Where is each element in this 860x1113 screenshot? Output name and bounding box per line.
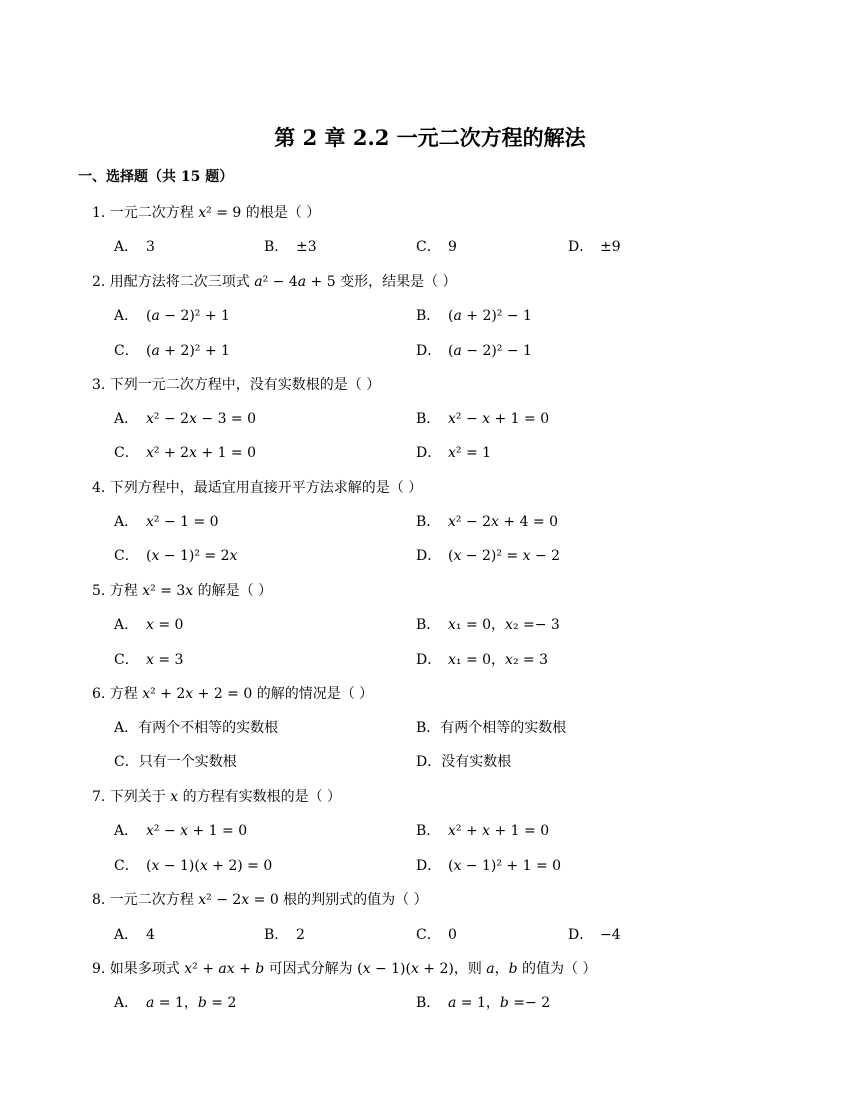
option-8d: D． −4 (568, 927, 621, 943)
question-8: 8. 一元二次方程 𝑥² − 2𝑥 = 0 根的判别式的值为（ ） (92, 892, 428, 908)
question-1: 1. 一元二次方程 𝑥² = 9 的根是（ ） (92, 205, 321, 221)
question-9: 9. 如果多项式 𝑥² + 𝑎𝑥 + 𝑏 可因式分解为 (𝑥 − 1)(𝑥 + 2)，则 𝑎，𝑏 的值为（ ） (92, 961, 597, 977)
option-6d: D．没有实数根 (416, 754, 512, 770)
question-3: 3. 下列一元二次方程中，没有实数根的是（ ） (92, 377, 381, 393)
option-4d: D． (𝑥 − 2)² = 𝑥 − 2 (416, 548, 561, 564)
option-7a: A． 𝑥² − 𝑥 + 1 = 0 (114, 823, 248, 839)
question-2: 2. 用配方法将二次三项式 𝑎² − 4𝑎 + 5 变形，结果是（ ） (92, 274, 457, 290)
page-title: 第 2 章 2.2 一元二次方程的解法 (274, 125, 586, 150)
option-5c: C． 𝑥 = 3 (114, 652, 184, 668)
option-4a: A． 𝑥² − 1 = 0 (114, 514, 219, 530)
option-1a: A． 3 (114, 239, 155, 255)
option-9a: A． 𝑎 = 1，𝑏 = 2 (114, 995, 237, 1011)
question-6: 6. 方程 𝑥² + 2𝑥 + 2 = 0 的解的情况是（ ） (92, 686, 374, 702)
option-6a: A．有两个不相等的实数根 (114, 720, 279, 736)
option-7b: B． 𝑥² + 𝑥 + 1 = 0 (416, 823, 550, 839)
option-2b: B． (𝑎 + 2)² − 1 (416, 308, 532, 324)
option-1c: C． 9 (416, 239, 457, 255)
option-4c: C． (𝑥 − 1)² = 2𝑥 (114, 548, 238, 564)
option-3d: D． 𝑥² = 1 (416, 445, 492, 461)
option-6b: B．有两个相等的实数根 (416, 720, 567, 736)
option-5b: B． 𝑥₁ = 0，𝑥₂ =− 3 (416, 617, 560, 633)
option-2c: C． (𝑎 + 2)² + 1 (114, 343, 230, 359)
option-3b: B． 𝑥² − 𝑥 + 1 = 0 (416, 411, 550, 427)
question-7: 7. 下列关于 𝑥 的方程有实数根的是（ ） (92, 789, 342, 805)
option-3c: C． 𝑥² + 2𝑥 + 1 = 0 (114, 445, 257, 461)
option-7c: C． (𝑥 − 1)(𝑥 + 2) = 0 (114, 858, 273, 874)
option-7d: D． (𝑥 − 1)² + 1 = 0 (416, 858, 562, 874)
option-6c: C．只有一个实数根 (114, 754, 237, 770)
option-1d: D． ±9 (568, 239, 621, 255)
option-8c: C． 0 (416, 927, 457, 943)
section-title: 一、选择题（共 15 题） (78, 169, 234, 185)
option-8b: B． 2 (264, 927, 305, 943)
question-5: 5. 方程 𝑥² = 3𝑥 的解是（ ） (92, 583, 273, 599)
option-4b: B． 𝑥² − 2𝑥 + 4 = 0 (416, 514, 559, 530)
option-1b: B． ±3 (264, 239, 317, 255)
option-5d: D． 𝑥₁ = 0，𝑥₂ = 3 (416, 652, 549, 668)
option-2d: D． (𝑎 − 2)² − 1 (416, 343, 532, 359)
option-5a: A． 𝑥 = 0 (114, 617, 184, 633)
question-4: 4. 下列方程中，最适宜用直接开平方法求解的是（ ） (92, 480, 423, 496)
option-9b: B． 𝑎 = 1，𝑏 =− 2 (416, 995, 551, 1011)
option-8a: A． 4 (114, 927, 155, 943)
option-2a: A． (𝑎 − 2)² + 1 (114, 308, 230, 324)
option-3a: A． 𝑥² − 2𝑥 − 3 = 0 (114, 411, 257, 427)
